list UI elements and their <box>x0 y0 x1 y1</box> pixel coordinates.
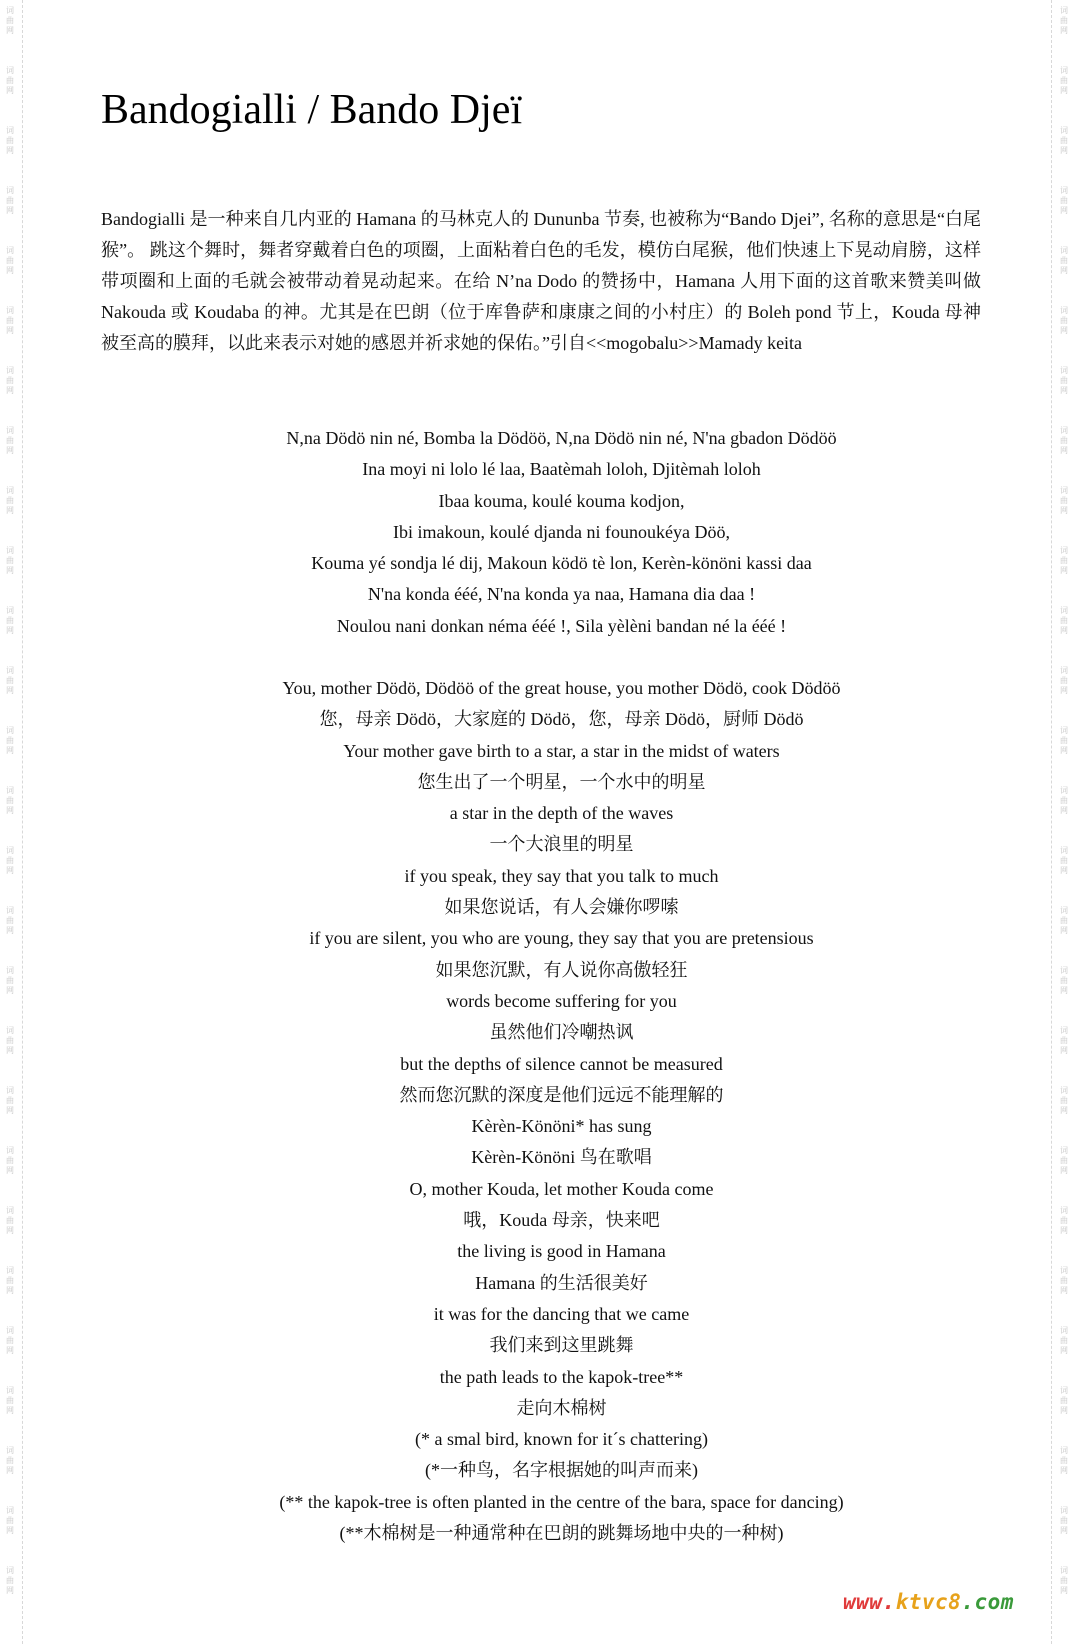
watermark-text: 词曲网 <box>1059 66 1069 96</box>
watermark-text: 词曲网 <box>1059 6 1069 36</box>
translation-line: You, mother Dödö, Dödöö of the great house, you mother Dödö, cook Dödöö <box>282 678 841 698</box>
watermark-text: 词曲网 <box>5 486 15 516</box>
watermark-text: 词曲网 <box>1059 1086 1069 1116</box>
watermark-left <box>3 6 17 1636</box>
translation-line: (**木棉树是一种通常种在巴朗的跳舞场地中央的一种树) <box>339 1523 784 1544</box>
watermark-text: 词曲网 <box>1059 1566 1069 1596</box>
translation-line: Hamana 的生活很美好 <box>475 1272 648 1293</box>
lyric-line: Kouma yé sondja lé dij, Makoun ködö tè lon, Kerèn-könöni kassi daa <box>311 553 812 574</box>
translation-line: O, mother Kouda, let mother Kouda come <box>409 1178 714 1199</box>
watermark-text: 词曲网 <box>1059 366 1069 396</box>
watermark-text: 词曲网 <box>1059 606 1069 636</box>
watermark-text: 词曲网 <box>1059 546 1069 576</box>
translation-line: 您，母亲 Dödö，大家庭的 Dödö，您，母亲 Dödö，厨师 Dödö <box>319 709 804 730</box>
lyrics-translation <box>101 673 1022 1549</box>
watermark-text: 词曲网 <box>5 726 15 756</box>
watermark-text: 词曲网 <box>1059 126 1069 156</box>
watermark-text: 词曲网 <box>1059 1386 1069 1416</box>
watermark-text: 词曲网 <box>5 186 15 216</box>
translation-line: the living is good in Hamana <box>457 1241 666 1262</box>
translation-line: Your mother gave birth to a star, a star in the midst of waters <box>343 740 780 761</box>
watermark-text: 词曲网 <box>5 846 15 876</box>
translation-line: 我们来到这里跳舞 <box>489 1335 634 1356</box>
translation-line: 虽然他们冷嘲热讽 <box>489 1022 634 1043</box>
watermark-text: 词曲网 <box>5 786 15 816</box>
watermark-text: 词曲网 <box>5 1146 15 1176</box>
watermark-text: 词曲网 <box>5 1266 15 1296</box>
translation-line: the path leads to the kapok-tree** <box>439 1366 684 1387</box>
watermark-text: 词曲网 <box>5 666 15 696</box>
translation-line: 哦，Kouda 母亲，快来吧 <box>463 1210 660 1231</box>
watermark-text: 词曲网 <box>5 6 15 36</box>
site-logo <box>843 1590 1014 1614</box>
watermark-text: 词曲网 <box>1059 306 1069 336</box>
lyric-line: Noulou nani donkan néma ééé !, Sila yèlèni bandan né la ééé ! <box>336 615 787 636</box>
watermark-text: 词曲网 <box>5 66 15 96</box>
lyrics-original <box>101 423 1022 642</box>
lyric-line: N,na Dödö nin né, Bomba la Dödöö, N,na Dödö nin né, N'na gbadon Dödöö <box>286 428 837 448</box>
translation-line: Kèrèn-Könöni 鸟在歌唱 <box>471 1147 652 1168</box>
watermark-text: 词曲网 <box>5 426 15 456</box>
watermark-text: 词曲网 <box>5 1206 15 1236</box>
watermark-text: 词曲网 <box>1059 426 1069 456</box>
translation-line: Kèrèn-Könöni* has sung <box>471 1116 652 1137</box>
watermark-text: 词曲网 <box>5 606 15 636</box>
watermark-text: 词曲网 <box>1059 1326 1069 1356</box>
watermark-text: 词曲网 <box>1059 666 1069 696</box>
translation-line: (*一种鸟，名字根据她的叫声而来) <box>425 1460 698 1481</box>
watermark-text: 词曲网 <box>5 1326 15 1356</box>
translation-line: 然而您沉默的深度是他们远远不能理解的 <box>399 1084 724 1105</box>
watermark-text: 词曲网 <box>5 1566 15 1596</box>
translation-line: 走向木棉树 <box>516 1397 607 1418</box>
watermark-text: 词曲网 <box>1059 1206 1069 1236</box>
page-title: Bandogialli / Bando Djeï <box>101 87 523 133</box>
watermark-text: 词曲网 <box>1059 1446 1069 1476</box>
watermark-text: 词曲网 <box>1059 846 1069 876</box>
site-logo-part: ktvc8 <box>895 1590 962 1614</box>
watermark-text: 词曲网 <box>5 1086 15 1116</box>
translation-line: if you are silent, you who are young, they say that you are pretensious <box>309 928 814 949</box>
watermark-text: 词曲网 <box>5 546 15 576</box>
watermark-text: 词曲网 <box>5 1386 15 1416</box>
watermark-text: 词曲网 <box>1059 246 1069 276</box>
translation-line: 您生出了一个明星，一个水中的明星 <box>417 771 706 792</box>
translation-line: if you speak, they say that you talk to much <box>404 865 719 886</box>
translation-line: but the depths of silence cannot be measured <box>400 1053 723 1074</box>
watermark-text: 词曲网 <box>1059 1026 1069 1056</box>
watermark-text: 词曲网 <box>1059 1146 1069 1176</box>
translation-line: (** the kapok-tree is often planted in the centre of the bara, space for dancing) <box>279 1491 844 1512</box>
watermark-right <box>1057 6 1071 1636</box>
lyric-line: Ibi imakoun, koulé djanda ni founoukéya Döö, <box>393 521 730 542</box>
intro-paragraph: Bandogialli 是一种来自几内亚的 Hamana 的马林克人的 Dununba 节奏, 也被称为“Bando Djei”, 名称的意思是“白尾猴”。 跳这个舞时，舞者穿戴着白色的项圈，上面粘着白色的毛发，模仿白尾猴，他们快速上下晃动肩膀，这样带项圈和上面的毛就会被带动着晃动起来。在给 N’na Dodo 的赞扬中，Hamana 人用下面的这首歌来赞美叫做 Nakouda 或 Koudaba 的神。尤其是在巴朗（位于库鲁萨和康康之间的小村庄）的 Boleh pond 节上，Kouda 母神被至高的膜拜，以此来表示对她的感恩并祈求她的保佑。”引自<<mogobalu>>Mamady keita <box>101 209 981 353</box>
watermark-text: 词曲网 <box>5 1506 15 1536</box>
watermark-text: 词曲网 <box>5 366 15 396</box>
watermark-text: 词曲网 <box>1059 186 1069 216</box>
watermark-text: 词曲网 <box>5 1446 15 1476</box>
translation-line: 如果您沉默，有人说你高傲轻狂 <box>435 959 688 980</box>
watermark-text: 词曲网 <box>1059 486 1069 516</box>
watermark-text: 词曲网 <box>5 1026 15 1056</box>
translation-line: 一个大浪里的明星 <box>489 834 634 855</box>
watermark-text: 词曲网 <box>5 906 15 936</box>
site-logo-part: www. <box>843 1590 896 1614</box>
watermark-text: 词曲网 <box>1059 786 1069 816</box>
translation-line: words become suffering for you <box>446 990 677 1011</box>
watermark-text: 词曲网 <box>1059 906 1069 936</box>
watermark-text: 词曲网 <box>5 966 15 996</box>
watermark-text: 词曲网 <box>1059 726 1069 756</box>
lyric-line: Ibaa kouma, koulé kouma kodjon, <box>438 490 685 511</box>
translation-line: 如果您说话，有人会嫌你啰嗦 <box>444 897 679 918</box>
lyric-line: N'na konda ééé, N'na konda ya naa, Hamana dia daa ! <box>367 584 756 605</box>
translation-line: it was for the dancing that we came <box>433 1303 690 1324</box>
lyric-line: Ina moyi ni lolo lé laa, Baatèmah loloh, Djitèmah loloh <box>362 459 761 480</box>
watermark-text: 词曲网 <box>5 306 15 336</box>
watermark-text: 词曲网 <box>1059 1506 1069 1536</box>
watermark-text: 词曲网 <box>5 246 15 276</box>
watermark-text: 词曲网 <box>5 126 15 156</box>
watermark-text: 词曲网 <box>1059 966 1069 996</box>
watermark-text: 词曲网 <box>1059 1266 1069 1296</box>
translation-line: (* a smal bird, known for it´s chattering) <box>415 1429 708 1450</box>
site-logo-part: .com <box>961 1590 1014 1614</box>
translation-line: a star in the depth of the waves <box>449 803 674 824</box>
